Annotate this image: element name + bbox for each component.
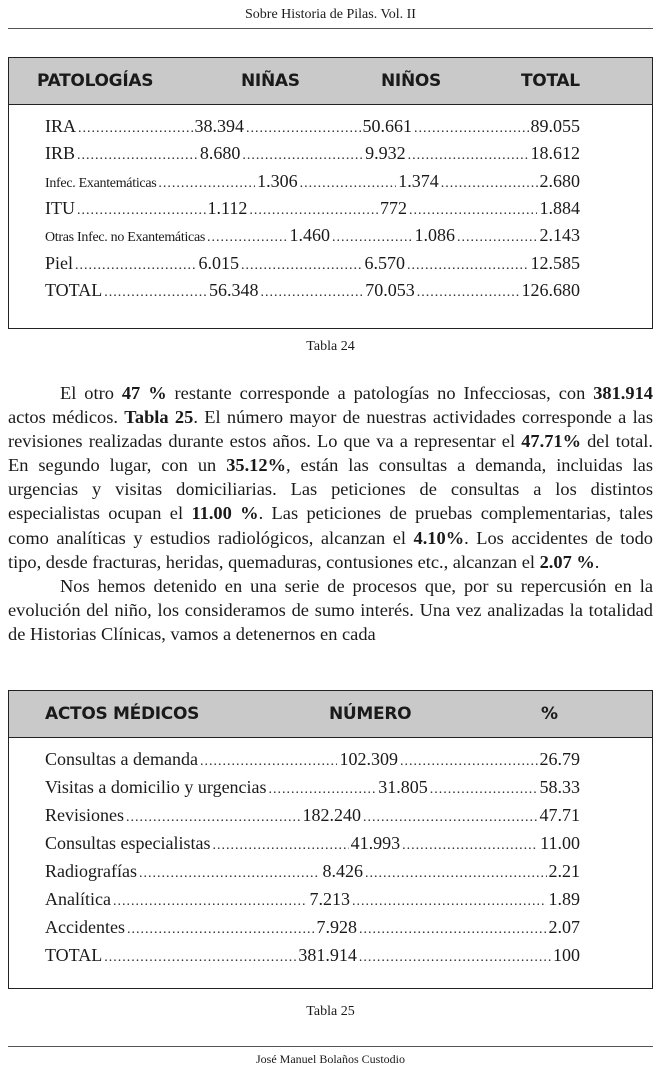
table-row [45, 945, 580, 972]
row-value: 31.805 [378, 777, 428, 797]
row-value: 7.928 [316, 917, 357, 937]
header-pct: % [541, 704, 558, 724]
leader-dots [158, 176, 255, 192]
table-24-header [9, 58, 652, 105]
leader-dots [212, 838, 348, 854]
row-value: 1.306 [257, 170, 298, 191]
leader-dots [104, 950, 296, 966]
body-text [8, 381, 653, 646]
leader-dots [260, 285, 363, 301]
leader-dots [457, 230, 538, 246]
paragraph-1: El otro 47 % restante corresponde a patologías no Infecciosas, con 381.914 actos médicos. Tabla 25. El número mayor de nuestras actividades corresponde a las revisiones realizadas durante estos años. Lo que va a representar el 47.71% del total. En segundo lugar, con un 35.12%, están las consultas a demanda, incluidas las urgencias y visitas domiciliarias. Las peticiones de consultas a los distintos especialistas ocupan el 11.00 %. Las peticiones de pruebas complementarias, tales como analíticas y estudios radiológicos, alcanzan el 4.10%. Los accidentes de todo tipo, desde fracturas, heridas, quemaduras, contusiones etc., alcanzan el 2.07 %. [8, 383, 654, 572]
row-value: 2.07 [548, 917, 580, 937]
table-row [45, 777, 580, 804]
running-footer: José Manuel Bolaños Custodio [256, 1052, 405, 1066]
table-row [45, 253, 580, 280]
row-label: Accidentes [45, 917, 125, 937]
table-row [45, 280, 580, 307]
leader-dots [207, 230, 288, 246]
leader-dots [78, 121, 193, 137]
leader-dots [126, 810, 301, 826]
leader-dots [414, 121, 529, 137]
leader-dots [363, 810, 538, 826]
header-numero: NÚMERO [329, 704, 412, 724]
header-patologias: PATOLOGÍAS [37, 71, 154, 91]
paragraph-2: Nos hemos detenido en una serie de procesos que, por su repercusión en la evolución del niño, los consideramos de sumo interés. Una vez analizadas la totalidad de Historias Clínicas, vamos a detenernos en cada [8, 575, 653, 644]
table-row [45, 225, 580, 252]
table-row [45, 749, 580, 776]
leader-dots [246, 121, 361, 137]
leader-dots [127, 922, 315, 938]
leader-dots [200, 754, 338, 770]
row-value: 9.932 [365, 143, 406, 164]
row-label: Radiografías [45, 861, 137, 881]
leader-dots [359, 950, 551, 966]
leader-dots [407, 258, 529, 274]
leader-dots [77, 203, 206, 219]
table-row [45, 116, 580, 143]
row-value: 1.89 [548, 889, 580, 909]
row-value: 182.240 [302, 805, 361, 825]
row-value: 70.053 [365, 279, 415, 300]
leader-dots [409, 203, 538, 219]
leader-dots [430, 782, 538, 798]
header-ninos: NIÑOS [381, 71, 441, 91]
row-label: TOTAL [45, 279, 103, 300]
row-value: 102.309 [339, 749, 398, 769]
row-value: 772 [379, 197, 407, 218]
header-ninas: NIÑAS [241, 71, 300, 91]
header-actos-medicos: ACTOS MÉDICOS [45, 704, 200, 724]
row-value: 18.612 [530, 143, 580, 164]
leader-dots [113, 894, 308, 910]
row-label: IRA [45, 116, 76, 136]
row-label: Analítica [45, 889, 111, 909]
leader-dots [359, 922, 547, 938]
row-value: 2.143 [539, 225, 580, 246]
leader-dots [441, 176, 538, 192]
running-header: Sobre Historia de Pilas. Vol. II [245, 7, 416, 22]
row-value: 1.374 [398, 170, 439, 191]
leader-dots [104, 285, 207, 301]
leader-dots [300, 176, 397, 192]
row-value: 56.348 [208, 279, 259, 300]
row-value: 12.585 [530, 252, 580, 273]
footer-rule [8, 1046, 653, 1047]
leader-dots [75, 258, 197, 274]
row-label: Otras Infec. no Exantemáticas [45, 230, 206, 246]
table-row [45, 861, 580, 888]
row-label: TOTAL [45, 945, 103, 965]
table-row [45, 171, 580, 198]
row-value: 1.086 [414, 225, 456, 246]
row-value: 89.055 [530, 116, 580, 136]
leader-dots [77, 148, 198, 164]
table-25 [8, 690, 653, 989]
row-label: ITU [45, 197, 75, 218]
row-value: 58.33 [539, 777, 580, 797]
row-value: 6.015 [198, 252, 240, 273]
table-row [45, 833, 580, 860]
row-value: 2.680 [539, 170, 580, 191]
table-25-header [9, 691, 652, 738]
row-value: 26.79 [539, 749, 580, 769]
row-label: Consultas a demanda [45, 749, 198, 769]
table-row [45, 805, 580, 832]
leader-dots [402, 838, 538, 854]
row-value: 47.71 [539, 805, 580, 825]
row-label: Infec. Exantemáticas [45, 175, 157, 191]
table-row [45, 143, 580, 170]
leader-dots [408, 148, 529, 164]
row-value: 50.661 [362, 116, 412, 136]
row-value: 8.680 [199, 143, 241, 164]
row-value: 1.884 [539, 197, 580, 218]
table-row [45, 198, 580, 225]
leader-dots [249, 203, 378, 219]
leader-dots [139, 866, 321, 882]
row-value: 1.112 [207, 197, 248, 218]
header-total: TOTAL [521, 71, 580, 91]
row-value: 1.460 [289, 225, 331, 246]
row-label: Visitas a domicilio y urgencias [45, 777, 267, 797]
table-25-caption: Tabla 25 [306, 1004, 355, 1019]
row-label: IRB [45, 143, 76, 164]
row-value: 2.21 [548, 861, 580, 881]
row-label: Consultas especialistas [45, 833, 211, 853]
row-value: 100 [553, 945, 580, 965]
leader-dots [241, 258, 363, 274]
table-row [45, 889, 580, 916]
leader-dots [417, 285, 520, 301]
leader-dots [365, 866, 547, 882]
leader-dots [269, 782, 377, 798]
row-value: 381.914 [298, 945, 357, 965]
table-24-caption: Tabla 24 [306, 339, 355, 354]
row-value: 126.680 [521, 279, 580, 300]
row-value: 41.993 [350, 833, 401, 853]
table-24 [8, 57, 653, 329]
row-value: 6.570 [364, 252, 406, 273]
row-value: 8.426 [322, 861, 363, 881]
leader-dots [332, 230, 413, 246]
header-rule [8, 28, 653, 29]
leader-dots [400, 754, 538, 770]
table-row [45, 917, 580, 944]
row-label: Revisiones [45, 805, 124, 825]
row-value: 7.213 [309, 889, 350, 909]
leader-dots [352, 894, 547, 910]
row-value: 11.00 [540, 833, 580, 853]
row-value: 38.394 [194, 116, 244, 136]
leader-dots [242, 148, 363, 164]
row-label: Piel [45, 252, 74, 273]
